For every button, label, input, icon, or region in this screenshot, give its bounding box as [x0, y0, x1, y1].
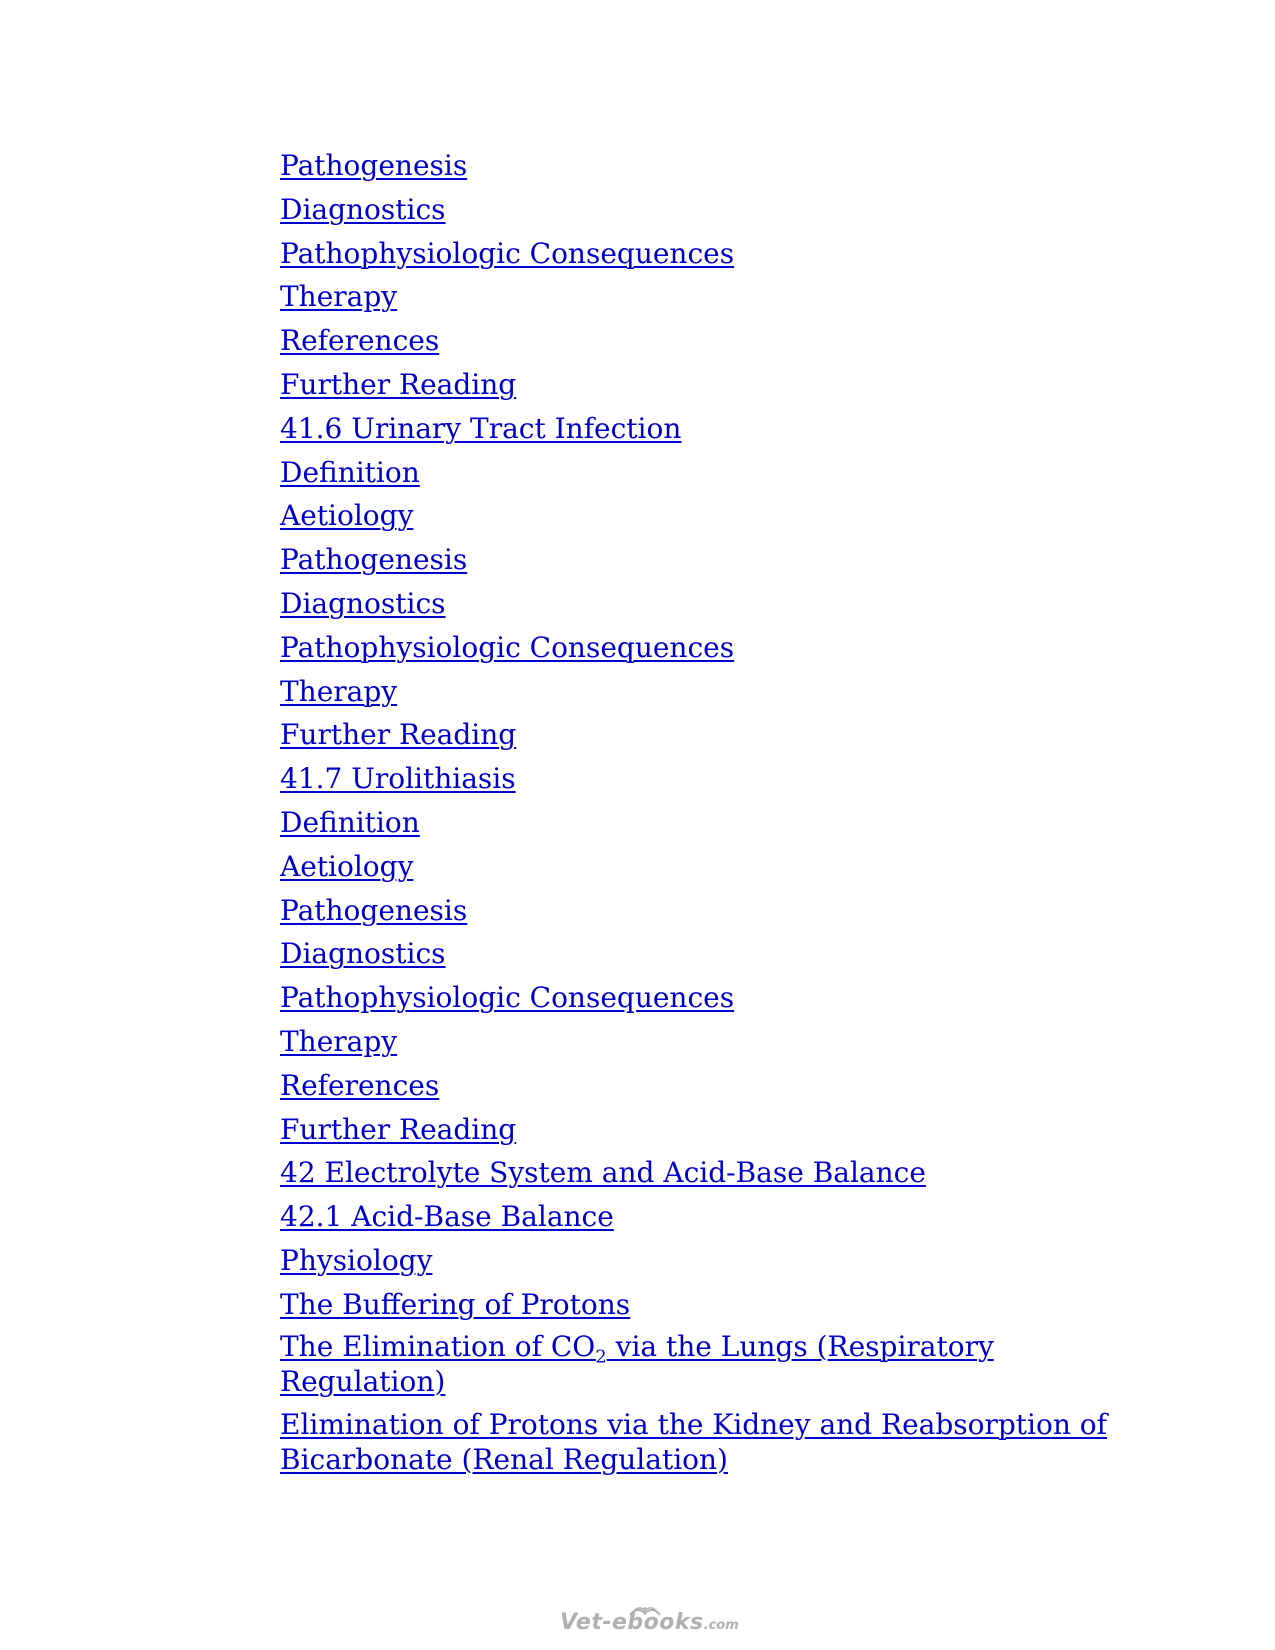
toc-link-further-reading[interactable]: Further Reading [280, 367, 517, 401]
open-book-icon [628, 1602, 662, 1618]
table-of-contents [280, 146, 1110, 1485]
toc-link-definition[interactable]: Definition [280, 805, 420, 839]
toc-link-therapy[interactable]: Therapy [280, 1024, 398, 1058]
toc-link-urolithiasis[interactable]: 41.7 Urolithiasis [280, 762, 516, 796]
toc-link-references[interactable]: References [280, 1068, 440, 1102]
toc-link-pathogenesis[interactable]: Pathogenesis [280, 543, 468, 577]
toc-link-electrolyte-system[interactable]: 42 Electrolyte System and Acid-Base Balance [280, 1156, 926, 1190]
toc-link-pathophysiologic-consequences[interactable]: Pathophysiologic Consequences [280, 236, 735, 270]
watermark-logo [560, 1610, 739, 1635]
toc-link-further-reading[interactable]: Further Reading [280, 1112, 517, 1146]
watermark-suffix: .com [703, 1618, 739, 1633]
toc-link-diagnostics[interactable]: Diagnostics [280, 586, 446, 620]
toc-link-definition[interactable]: Definition [280, 455, 420, 489]
toc-link-elimination-protons-kidney[interactable]: Elimination of Protons via the Kidney and Reabsorption of Bicarbonate (Renal Regulation) [280, 1407, 1108, 1476]
toc-link-buffering-of-protons[interactable]: The Buffering of Protons [280, 1287, 631, 1321]
toc-link-aetiology[interactable]: Aetiology [280, 499, 414, 533]
toc-link-therapy[interactable]: Therapy [280, 280, 398, 314]
toc-link-elimination-co2-lungs[interactable] [280, 1329, 1110, 1399]
toc-link-diagnostics[interactable]: Diagnostics [280, 937, 446, 971]
toc-link-pathophysiologic-consequences[interactable]: Pathophysiologic Consequences [280, 630, 735, 664]
toc-link-text: The Elimination of CO [280, 1329, 596, 1363]
toc-link-pathogenesis[interactable]: Pathogenesis [280, 149, 468, 182]
toc-link-references[interactable]: References [280, 324, 440, 358]
toc-link-acid-base-balance[interactable]: 42.1 Acid-Base Balance [280, 1200, 614, 1234]
toc-link-pathogenesis[interactable]: Pathogenesis [280, 893, 468, 927]
subscript-2: 2 [595, 1346, 607, 1368]
toc-link-physiology[interactable]: Physiology [280, 1243, 433, 1277]
toc-link-diagnostics[interactable]: Diagnostics [280, 192, 446, 226]
watermark-text: Vet-ebooks [560, 1610, 704, 1635]
toc-link-further-reading[interactable]: Further Reading [280, 718, 517, 752]
toc-link-aetiology[interactable]: Aetiology [280, 849, 414, 883]
toc-link-urinary-tract-infection[interactable]: 41.6 Urinary Tract Infection [280, 411, 682, 445]
toc-link-pathophysiologic-consequences[interactable]: Pathophysiologic Consequences [280, 981, 735, 1015]
toc-link-therapy[interactable]: Therapy [280, 674, 398, 708]
toc-link-text: via the Lungs (Respiratory Regulation) [280, 1329, 994, 1398]
